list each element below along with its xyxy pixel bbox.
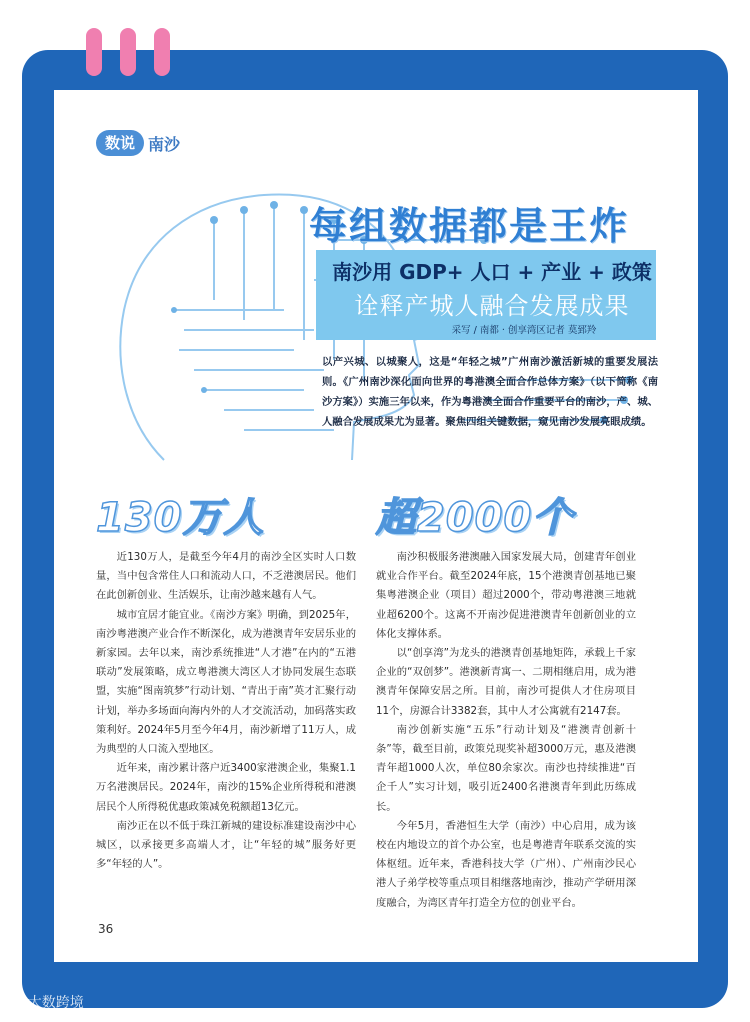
- left-column: [96, 486, 356, 874]
- hero-section: [54, 90, 698, 480]
- body-paragraph: 南沙正在以不低于珠江新城的建设标准建设南沙中心城区，以承接更多高端人才，让“年轻的城”服务好更多“年轻的人”。: [96, 819, 356, 871]
- watermark: [10, 992, 84, 1012]
- intro-paragraph: 以产兴城、以城聚人，这是“年轻之城”广州南沙激活新城的重要发展法则。《广州南沙深化面向世界的粤港澳全面合作总体方案》（以下简称《南沙方案》）实施三年以来，作为粤港澳全面合作重要平台的南沙，产、城、人融合发展成果尤为显著。聚焦四组关键数据，窥见南沙发展亮眼成绩。: [322, 356, 658, 428]
- body-paragraph: 近年来，南沙累计落户近3400家港澳企业，集聚1.1万名港澳居民。2024年，南沙的15%企业所得税和港澳居民个人所得税优惠政策减免税额超13亿元。: [96, 762, 356, 813]
- article-subtitle-line1: 南沙用 GDP+ 人口 + 产业 + 政策: [332, 260, 652, 284]
- body-paragraph: 以“创享湾”为龙头的港澳青创基地矩阵，承载上千家企业的“双创梦”。港澳新青寓一、二期相继启用，成为港澳青年保障安居之所。目前，南沙可提供人才住房项目11个，房源合计3382套，其中人才公寓就有2147套。: [376, 647, 636, 717]
- magazine-page: [54, 90, 698, 962]
- body-paragraph: 近130万人，是截至今年4月的南沙全区实时人口数量，当中包含常住人口和流动人口，不乏港澳居民。他们在此创新创业、生活娱乐，让南沙越来越有人气。: [96, 551, 356, 602]
- stat-heading-population: 130万人: [96, 495, 265, 541]
- article-title: 每组数据都是王炸: [309, 204, 630, 248]
- binder-tab: [86, 28, 102, 76]
- section-label: 南沙: [148, 134, 181, 154]
- body-paragraph: 城市宜居才能宜业。《南沙方案》明确，到2025年，南沙粤港澳产业合作不断深化，成为港澳青年安居乐业的新家园。去年以来，南沙系统推进“人才港”在内的“五港联动”发展策略，成立粤港澳大湾区人才协同发展生态联盟，实施“图南筑梦”行动计划、“青出于南”英才汇聚行动计划，举办多场面向海内外的人才交流活动，加码落实政策利好。2024年5月至今年4月，南沙新增了11万人，成为典型的人口流入型地区。: [96, 608, 356, 756]
- body-paragraph: 南沙积极服务港澳融入国家发展大局，创建青年创业就业合作平台。截至2024年底，15个港澳青创基地已聚集粤港澳企业（项目）超过2000个，带动粤港澳三地就业超6200个。这离不开南沙促进港澳青年创新创业的立体化支撑体系。: [376, 551, 636, 640]
- stat-heading-projects: 超2000个: [376, 495, 574, 541]
- binder-tab: [154, 28, 170, 76]
- section-logo: 数说: [96, 130, 144, 156]
- watermark-logo-icon: ✆: [10, 994, 22, 1010]
- right-column: [376, 486, 636, 913]
- article-subtitle-line2: 诠释产城人融合发展成果: [354, 292, 630, 320]
- binder-tab: [120, 28, 136, 76]
- byline: 采写 / 南都 · 创享湾区记者 莫郅羚: [451, 325, 597, 336]
- page-number: 36: [98, 922, 114, 936]
- watermark-text: 大数跨境: [27, 995, 84, 1011]
- section-tag: [96, 130, 180, 156]
- body-paragraph: 今年5月，香港恒生大学（南沙）中心启用，成为该校在内地设立的首个办公室，也是粤港青年联系交流的实体枢纽。近年来，香港科技大学（广州）、广州南沙民心港人子弟学校等重点项目相继落地南沙，推动产学研用深度融合，为湾区青年打造全方位的创业平台。: [376, 819, 636, 909]
- body-paragraph: 南沙创新实施“五乐”行动计划及“港澳青创新十条”等，截至目前，政策兑现奖补超3000万元，惠及港澳青年超1000人次，单位80余家次。南沙也持续推进“百企千人”实习计划，吸引近2400名港澳青年到此历练成长。: [376, 723, 636, 813]
